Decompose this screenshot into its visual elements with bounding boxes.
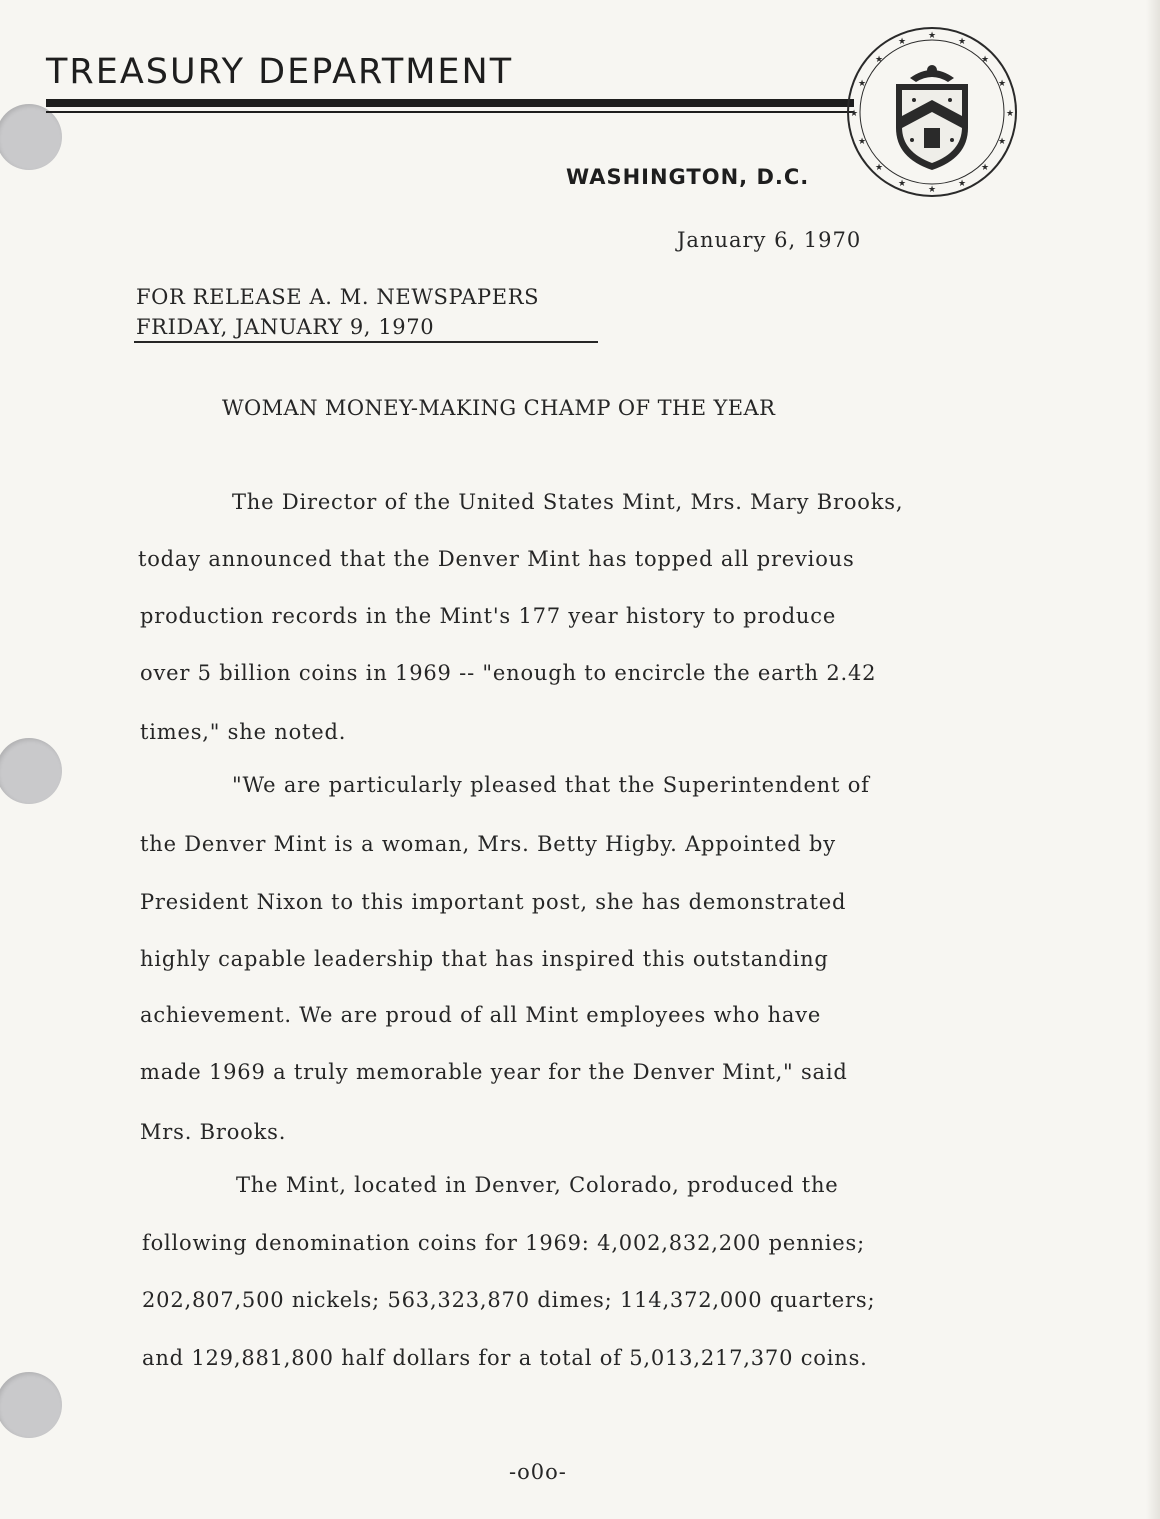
letterhead-city: WASHINGTON, D.C. <box>566 165 810 189</box>
end-mark: -o0o- <box>509 1460 567 1484</box>
punch-hole <box>0 738 62 804</box>
body-line: the Denver Mint is a woman, Mrs. Betty Higby. Appointed by <box>140 832 836 856</box>
svg-text:★: ★ <box>980 163 990 173</box>
body-line: President Nixon to this important post, she has demonstrated <box>140 890 847 914</box>
body-line: and 129,881,800 half dollars for a total of 5,013,217,370 coins. <box>142 1346 868 1370</box>
body-line: production records in the Mint's 177 year history to produce <box>140 604 837 628</box>
svg-text:★: ★ <box>874 163 884 173</box>
svg-text:★: ★ <box>857 137 867 147</box>
body-line: following denomination coins for 1969: 4,002,832,200 pennies; <box>142 1231 865 1255</box>
svg-text:★: ★ <box>874 55 884 65</box>
body-line: Mrs. Brooks. <box>140 1120 287 1144</box>
body-line: made 1969 a truly memorable year for the Denver Mint," said <box>140 1060 848 1084</box>
release-underline <box>134 341 598 343</box>
svg-text:★: ★ <box>927 185 937 195</box>
body-line: The Mint, located in Denver, Colorado, produced the <box>236 1173 839 1197</box>
svg-text:★: ★ <box>857 79 867 89</box>
svg-text:★: ★ <box>1005 109 1015 119</box>
svg-text:★: ★ <box>897 37 907 47</box>
release-line-2: FRIDAY, JANUARY 9, 1970 <box>136 315 435 339</box>
headline: WOMAN MONEY-MAKING CHAMP OF THE YEAR <box>222 396 776 420</box>
svg-text:★: ★ <box>849 109 859 119</box>
body-line: The Director of the United States Mint, Mrs. Mary Brooks, <box>232 490 904 514</box>
body-line: times," she noted. <box>140 720 347 744</box>
letterhead-rule-thick <box>46 99 854 107</box>
document-date: January 6, 1970 <box>677 228 862 252</box>
letterhead-title: TREASURY DEPARTMENT <box>46 52 514 92</box>
svg-text:★: ★ <box>957 37 967 47</box>
body-line: today announced that the Denver Mint has topped all previous <box>138 547 855 571</box>
svg-text:★: ★ <box>997 137 1007 147</box>
body-line: 202,807,500 nickels; 563,323,870 dimes; 114,372,000 quarters; <box>142 1288 876 1312</box>
body-line: achievement. We are proud of all Mint employees who have <box>140 1003 822 1027</box>
page-edge <box>1146 0 1160 1519</box>
punch-hole <box>0 1372 62 1438</box>
body-line: highly capable leadership that has inspired this outstanding <box>140 947 829 971</box>
svg-text:★: ★ <box>927 31 937 41</box>
svg-text:★: ★ <box>957 179 967 189</box>
body-line: "We are particularly pleased that the Superintendent of <box>232 773 870 797</box>
punch-hole <box>0 104 62 170</box>
svg-text:★: ★ <box>980 55 990 65</box>
svg-text:★: ★ <box>897 179 907 189</box>
svg-text:★: ★ <box>997 79 1007 89</box>
letterhead-rule-thin <box>46 111 854 113</box>
release-line-1: FOR RELEASE A. M. NEWSPAPERS <box>136 285 540 309</box>
body-line: over 5 billion coins in 1969 -- "enough to encircle the earth 2.42 <box>140 661 877 685</box>
treasury-seal-icon <box>844 24 1020 200</box>
